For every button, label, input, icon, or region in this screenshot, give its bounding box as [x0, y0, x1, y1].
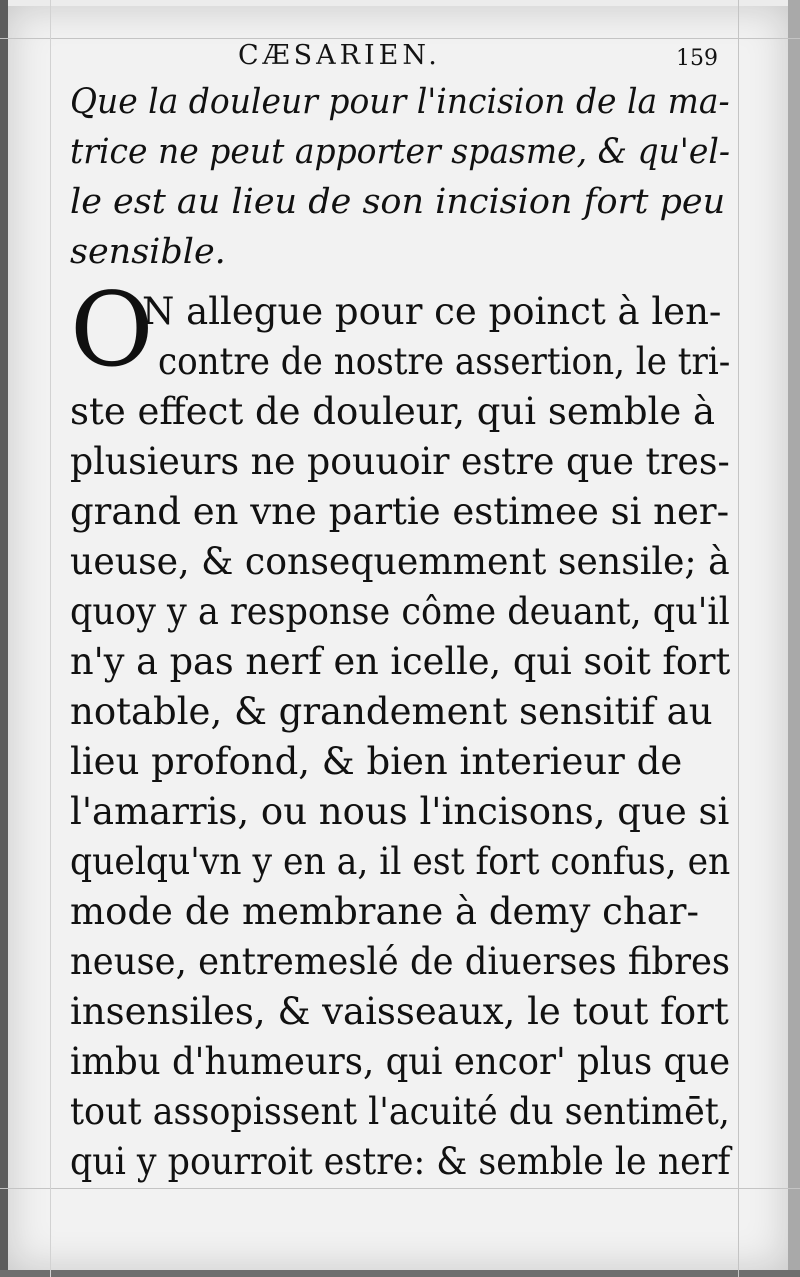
top-rule	[0, 38, 800, 39]
body-line: notable, & grandement sensitif au	[70, 690, 713, 733]
body-line: lieu profond, & bien interieur de	[70, 740, 683, 783]
left-margin-rule	[50, 0, 51, 1277]
running-title: CÆSARIEN.	[238, 40, 441, 71]
body-line: l'amarris, ou nous l'incisons, que si	[70, 790, 730, 833]
body-line: quoy y a response côme deuant, qu'il	[70, 590, 730, 633]
body-line: n'y a pas nerf en icelle, qui soit fort	[70, 640, 731, 683]
heading-line: Que la douleur pour l'incision de la ma-	[70, 82, 730, 122]
body-line: qui y pourroit estre: & semble le nerf	[70, 1140, 731, 1183]
drop-cap-initial: O	[70, 271, 154, 390]
body-line: neuse, entremeslé de diuerses fibres	[70, 940, 731, 983]
body-line: insensiles, & vaisseaux, le tout fort	[70, 990, 729, 1033]
bottom-rule	[0, 1188, 800, 1189]
bottom-edge-shadow	[0, 1270, 800, 1277]
page-header	[0, 40, 800, 80]
heading-line: trice ne peut apporter spasme, & qu'el-	[70, 132, 731, 172]
body-line: quelqu'vn y en a, il est fort confus, en	[70, 840, 731, 883]
heading-line: le est au lieu de son incision fort peu	[70, 182, 726, 222]
right-margin-rule	[738, 0, 739, 1277]
page-edge-shadow	[788, 0, 800, 1277]
body-line: mode de membrane à demy char-	[70, 890, 699, 933]
body-line: tout assopissent l'acuité du sentimēt,	[70, 1090, 730, 1133]
binding-shadow	[0, 0, 8, 1277]
body-line: ste effect de douleur, qui semble à	[70, 390, 716, 433]
body-line: ueuse, & consequemment sensile; à	[70, 540, 730, 583]
body-line: plusieurs ne pouuoir estre que tres-	[70, 440, 730, 483]
heading-line: sensible.	[70, 232, 226, 272]
body-line: contre de nostre assertion, le tri-	[158, 340, 731, 383]
body-line: N allegue pour ce poinct à len-	[142, 290, 722, 333]
body-line: imbu d'humeurs, qui encor' plus que	[70, 1040, 731, 1083]
body-line: grand en vne partie estimee si ner-	[70, 490, 730, 533]
page-number: 159	[676, 46, 718, 71]
